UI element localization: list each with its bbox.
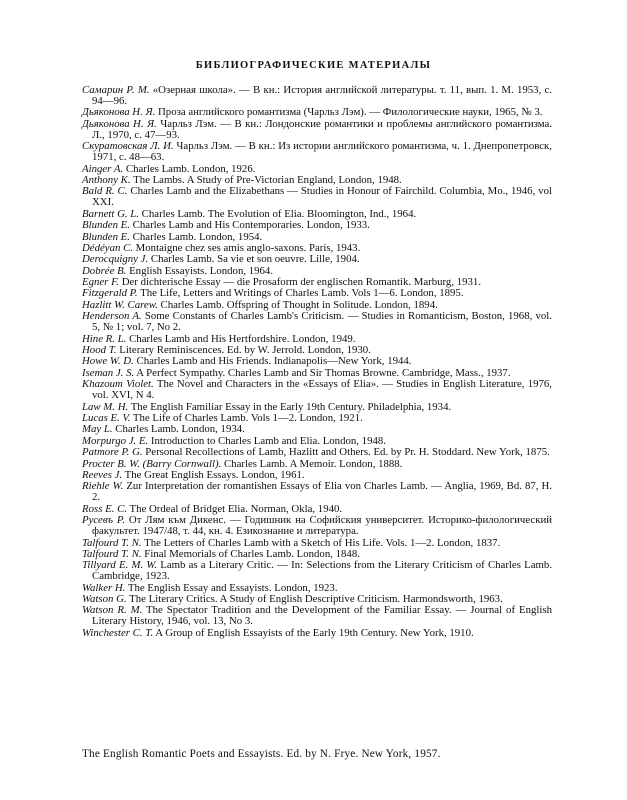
bibliography-entry xyxy=(82,538,552,549)
entry-text: Charles Lamb and His Hertfordshire. London, 1949. xyxy=(126,332,356,345)
bibliography-entry xyxy=(82,288,552,299)
entry-author: Дьяконова Н. Я. xyxy=(82,106,156,119)
entry-text: Some Constants of Charles Lamb's Criticism. — Studies in Romanticism, Boston, 1968, vol. 5, № 1; vol. 7, No 2. xyxy=(92,310,552,334)
entry-author: Lucas E. V. xyxy=(82,411,131,424)
entry-author: Самарин Р. М. xyxy=(82,84,150,96)
entry-text: Charles Lamb and His Contemporaries. London, 1933. xyxy=(129,219,370,232)
entry-text: Charles Lamb and the Elizabethans — Studies in Honour of Fairchild. Columbia, Mo., 1946, vol XXI. xyxy=(92,185,552,209)
page-title: БИБЛИОГРАФИЧЕСКИЕ МАТЕРИАЛЫ xyxy=(195,60,432,71)
bibliography-list xyxy=(82,85,552,639)
entry-author: Henderson A. xyxy=(82,310,142,323)
bibliography-entry xyxy=(82,220,552,231)
entry-text: Charles Lamb. Sa vie et son oeuvre. Lille, 1904. xyxy=(148,253,360,266)
bibliography-entry xyxy=(82,402,552,413)
entry-text: Personal Recollections of Lamb, Hazlitt and Others. Ed. by Pr. H. Stoddard. New York, 1875. xyxy=(142,446,550,459)
bibliography-entry xyxy=(82,85,552,107)
entry-author: Howe W. D. xyxy=(82,355,134,368)
entry-text: The Great English Essays. London, 1961. xyxy=(122,468,305,481)
entry-text: The Life, Letters and Writings of Charles Lamb. Vols 1—6. London, 1895. xyxy=(137,287,464,300)
entry-author: Hood T. xyxy=(82,344,117,357)
entry-author: Watson G. xyxy=(82,593,127,606)
entry-author: Blunden E. xyxy=(82,219,130,232)
bibliography-entry xyxy=(82,368,552,379)
bibliography-entry xyxy=(82,277,552,288)
bibliography-entry xyxy=(82,254,552,265)
bibliography-entry xyxy=(82,164,552,175)
entry-author: Patmore P. G. xyxy=(82,446,143,459)
entry-author: Khazoum Violet. xyxy=(82,378,154,391)
entry-text: The Literary Critics. A Study of English Descriptive Criticism. Harmondsworth, 1963. xyxy=(126,593,503,606)
entry-text: Final Memorials of Charles Lamb. London, 1848. xyxy=(141,547,360,560)
entry-text: От Лям към Дикенс. — Годишник на Софийския университет. Историко-филологический факультет. 1947/48, т. 44, кн. 4. Езикознание и литература. xyxy=(92,514,552,538)
bibliography-entry xyxy=(82,119,552,141)
entry-author: Ainger A. xyxy=(82,162,124,175)
entry-author: Tillyard E. M. W. xyxy=(82,559,158,572)
entry-text: Introduction to Charles Lamb and Elia. London, 1948. xyxy=(148,434,386,447)
entry-text: The Novel and Characters in the «Essays of Elia». — Studies in English Literature, 1976, vol. XVI, N 4. xyxy=(92,378,552,402)
entry-author: Reeves J. xyxy=(82,468,123,481)
entry-text: Lamb as a Literary Critic. — In: Selections from the Literary Criticism of Charles Lamb. Cambridge, 1923. xyxy=(92,559,552,583)
bibliography-entry xyxy=(82,447,552,458)
entry-author: Talfourd T. N. xyxy=(82,536,142,549)
bibliography-entry xyxy=(82,334,552,345)
entry-text: The Life of Charles Lamb. Vols 1—2. London, 1921. xyxy=(130,411,363,424)
entry-author: Riehle W. xyxy=(82,480,124,493)
bibliography-entry xyxy=(82,141,552,163)
entry-text: The Ordeal of Bridget Elia. Norman, Okla, 1940. xyxy=(127,502,343,515)
bibliography-entry xyxy=(82,459,552,470)
bibliography-entry xyxy=(82,628,552,639)
entry-text: English Essayists. London, 1964. xyxy=(126,264,274,277)
bibliography-entry xyxy=(82,243,552,254)
entry-text: Charles Lamb. London, 1934. xyxy=(112,423,245,436)
entry-author: Talfourd T. N. xyxy=(82,547,142,560)
bibliography-entry xyxy=(82,300,552,311)
entry-text: Проза английского романтизма (Чарльз Лэм). — Филологические науки, 1965, № 3. xyxy=(155,106,543,119)
bibliography-entry xyxy=(82,481,552,503)
entry-author: Procter B. W. (Barry Cornwall). xyxy=(82,457,222,470)
entry-text: A Perfect Sympathy. Charles Lamb and Sir Thomas Browne. Cambridge, Mass., 1937. xyxy=(134,366,511,379)
bibliography-entry xyxy=(82,504,552,515)
entry-author: Winchester C. T. xyxy=(82,626,154,639)
entry-author: Hazlitt W. Carew. xyxy=(82,298,158,311)
entry-text: Literary Reminiscences. Ed. by W. Jerrold. London, 1930. xyxy=(116,344,371,357)
entry-author: Скуратовская Л. И. xyxy=(82,140,174,153)
bibliography-entry xyxy=(82,356,552,367)
entry-author: Русевъ Р. xyxy=(82,514,126,527)
bibliography-entry xyxy=(82,583,552,594)
final-entry: The English Romantic Poets and Essayists. Ed. by N. Frye. New York, 1957. xyxy=(82,748,441,760)
entry-author: Watson R. M. xyxy=(82,604,143,617)
bibliography-entry xyxy=(82,549,552,560)
entry-text: «Озерная школа». — В кн.: История английской литературы. т. 11, вып. 1. М. 1953, с. 94—96. xyxy=(92,84,552,107)
entry-author: May L. xyxy=(82,423,113,436)
entry-text: Montaigne chez ses amis anglo-saxons. Paris, 1943. xyxy=(132,241,361,254)
bibliography-entry xyxy=(82,232,552,243)
entry-author: Barnett G. L. xyxy=(82,207,139,220)
entry-text: A Group of English Essayists of the Early 19th Century. New York, 1910. xyxy=(153,626,474,639)
entry-text: Charles Lamb. A Memoir. London, 1888. xyxy=(221,457,403,470)
entry-text: Charles Lamb and His Friends. Indianapolis—New York, 1944. xyxy=(133,355,412,368)
entry-text: Charles Lamb. The Evolution of Elia. Bloomington, Ind., 1964. xyxy=(138,207,417,220)
bibliography-entry xyxy=(82,424,552,435)
entry-author: Hine R. L. xyxy=(82,332,127,345)
entry-author: Egner F. xyxy=(82,276,119,289)
bibliography-entry xyxy=(82,436,552,447)
entry-author: Дьяконова Н. Я. xyxy=(82,117,157,130)
entry-text: Charles Lamb. London, 1926. xyxy=(123,162,256,175)
entry-author: Anthony K. xyxy=(82,173,131,186)
entry-author: Morpurgo J. E. xyxy=(82,434,149,447)
entry-text: Чарльз Лэм. — В кн.: Из истории английского романтизма, ч. 1. Днепропетровск, 1971, с. 48—63. xyxy=(92,140,552,164)
bibliography-entry xyxy=(82,515,552,537)
entry-author: Bald R. C. xyxy=(82,185,128,198)
bibliography-entry xyxy=(82,345,552,356)
bibliography-entry xyxy=(82,470,552,481)
bibliography-entry xyxy=(82,560,552,582)
entry-author: Ross E. C. xyxy=(82,502,127,515)
bibliography-entry xyxy=(82,605,552,627)
entry-text: The Spectator Tradition and the Development of the Familiar Essay. — Journal of English Literary History, 1946, vol. 13, No 3. xyxy=(92,604,552,628)
entry-text: The Letters of Charles Lamb with a Sketch of His Life. Vols. 1—2. London, 1837. xyxy=(141,536,501,549)
entry-author: Law M. H. xyxy=(82,400,129,413)
entry-text: Charles Lamb. Offspring of Thought in Solitude. London, 1894. xyxy=(157,298,438,311)
entry-text: The Lambs. A Study of Pre-Victorian England, London, 1948. xyxy=(130,173,402,186)
bibliography-entry xyxy=(82,266,552,277)
entry-author: Iseman J. S. xyxy=(82,366,135,379)
bibliography-entry xyxy=(82,594,552,605)
entry-author: Dobrée B. xyxy=(82,264,127,277)
entry-text: The English Essay and Essayists. London, 1923. xyxy=(125,581,338,594)
bibliography-entry xyxy=(82,209,552,220)
bibliography-entry xyxy=(82,175,552,186)
bibliography-entry xyxy=(82,413,552,424)
entry-author: Walker H. xyxy=(82,581,126,594)
entry-text: Zur Interpretation der romantishen Essays of Elia von Charles Lamb. — Anglia, 1969, Bd. 87, H. 2. xyxy=(92,480,552,504)
bibliography-entry xyxy=(82,311,552,333)
entry-author: Dédéyan C. xyxy=(82,241,133,254)
entry-author: Blunden E. xyxy=(82,230,130,243)
entry-text: Charles Lamb. London, 1954. xyxy=(129,230,263,243)
entry-text: Der dichterische Essay — die Prosaform der englischen Romantik. Marburg, 1931. xyxy=(119,276,482,289)
bibliography-entry xyxy=(82,186,552,208)
entry-author: Fitzgerald P. xyxy=(82,287,138,300)
entry-text: Чарльз Лэм. — В кн.: Лондонские романтики и проблемы английского романтизма. Л., 1970, с. 47—93. xyxy=(92,117,552,141)
bibliography-entry xyxy=(82,379,552,401)
entry-author: Derocquigny J. xyxy=(82,253,149,266)
bibliography-entry xyxy=(82,107,552,118)
entry-text: The English Familiar Essay in the Early 19th Century. Philadelphia, 1934. xyxy=(128,400,452,413)
